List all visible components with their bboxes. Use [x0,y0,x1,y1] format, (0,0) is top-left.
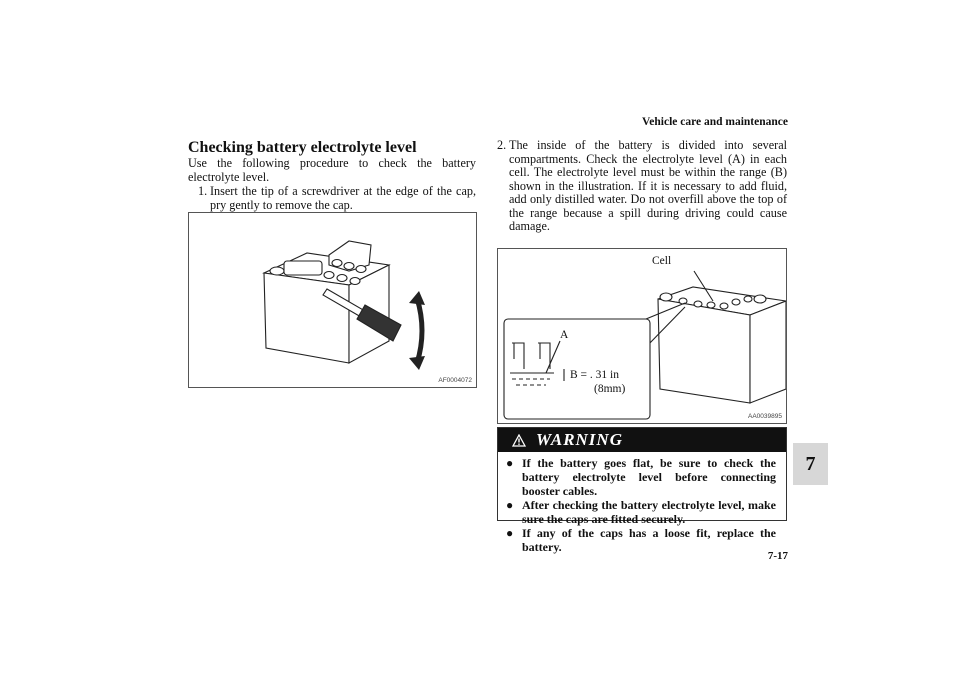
warning-item: ● If any of the caps has a loose fit, replace the battery. [506,526,776,554]
warning-triangle-icon [512,434,526,447]
battery-screwdriver-illustration [189,213,476,387]
label-b-mm: (8mm) [594,383,626,395]
figure-remove-cap [188,212,477,388]
warning-header [498,428,786,452]
intro-paragraph: Use the following procedure to check the battery electrolyte level. [188,156,476,184]
bullet-icon: ● [506,498,514,512]
label-b: B = . 31 in [570,369,619,381]
step-number: 1. [198,184,208,198]
figure-code: AF0004072 [438,377,472,384]
warning-item: ● After checking the battery electrolyte level, make sure the caps are fitted securely. [506,498,776,526]
step-1 [198,185,476,212]
bullet-icon: ● [506,526,514,540]
warning-list [498,452,786,554]
label-cell: Cell [652,255,672,267]
step-text: The inside of the battery is divided into several compartments. Check the electrolyte level (A) in each cell. The electrolyte level must be within the range (B) shown in the illustration. If it is necessary to add fluid, add only distilled water. Do not overfill above the top of the range because a spill during driving could cause damage. [509,138,787,233]
running-header: Vehicle care and maintenance [642,116,788,128]
warning-title: WARNING [536,430,623,449]
warning-item: ● If the battery goes flat, be sure to check the battery electrolyte level before connecting booster cables. [506,456,776,498]
bullet-icon: ● [506,456,514,470]
step-2 [497,139,787,234]
figure-code: AA0039895 [748,413,782,420]
section-title: Checking battery electrolyte level [188,139,417,156]
battery-cell-illustration [498,249,786,423]
chapter-tab: 7 [793,443,828,485]
step-number: 2. [497,138,507,152]
step-text: Insert the tip of a screwdriver at the edge of the cap, pry gently to remove the cap. [210,184,476,212]
figure-electrolyte-level [497,248,787,424]
warning-box [497,427,787,554]
page-number: 7-17 [767,550,788,562]
label-a: A [560,329,569,341]
